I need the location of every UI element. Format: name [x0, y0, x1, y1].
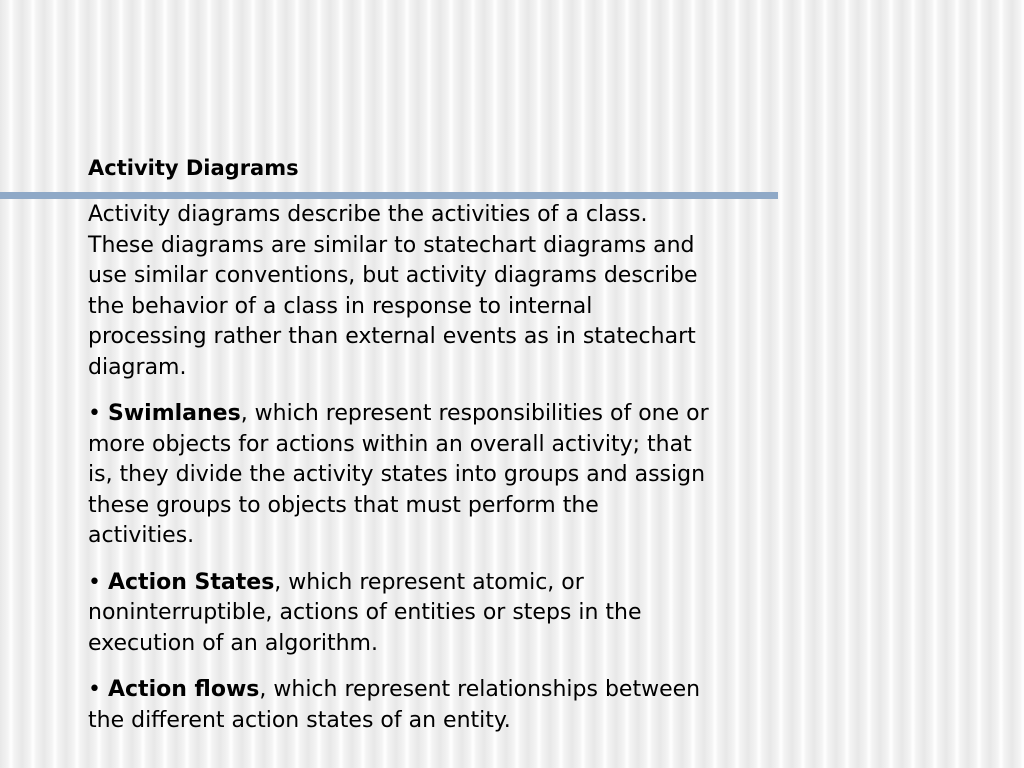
bullet-term-swimlanes: Swimlanes	[107, 401, 241, 426]
intro-line: processing rather than external events as in statechart	[88, 324, 696, 349]
intro-paragraph	[88, 200, 828, 383]
intro-line: use similar conventions, but activity diagrams describe	[88, 263, 698, 288]
bullet-marker: •	[88, 677, 101, 702]
slide-title: Activity Diagrams	[88, 156, 299, 180]
intro-line: the behavior of a class in response to internal	[88, 293, 593, 319]
bullet-line: activities.	[88, 523, 195, 548]
bullet-action-states	[88, 568, 828, 660]
bullet-marker: •	[88, 401, 101, 426]
bullet-line: more objects for actions within an overall activity; that	[88, 431, 692, 457]
title-divider	[0, 192, 778, 199]
bullet-line: , which represent relationships between	[259, 677, 701, 702]
bullet-line: execution of an algorithm.	[88, 630, 378, 656]
bullet-line: the different action states of an entity.	[88, 707, 511, 733]
bullet-marker: •	[88, 569, 101, 595]
intro-line: Activity diagrams describe the activities of a class.	[88, 202, 648, 227]
intro-line: These diagrams are similar to statechart diagrams and	[88, 232, 695, 258]
bullet-line: noninterruptible, actions of entities or steps in the	[88, 600, 642, 625]
bullet-line: , which represent atomic, or	[274, 569, 584, 595]
bullet-term-action-flows: Action flows	[107, 677, 260, 702]
bullet-line: these groups to objects that must perform the	[88, 492, 599, 518]
slide-body	[88, 200, 828, 752]
bullet-action-flows	[88, 675, 828, 736]
bullet-swimlanes	[88, 399, 828, 552]
intro-line: diagram.	[88, 354, 187, 380]
bullet-term-action-states: Action States	[107, 569, 275, 595]
bullet-line: , which represent responsibilities of one or	[240, 401, 709, 426]
bullet-line: is, they divide the activity states into groups and assign	[88, 462, 706, 487]
